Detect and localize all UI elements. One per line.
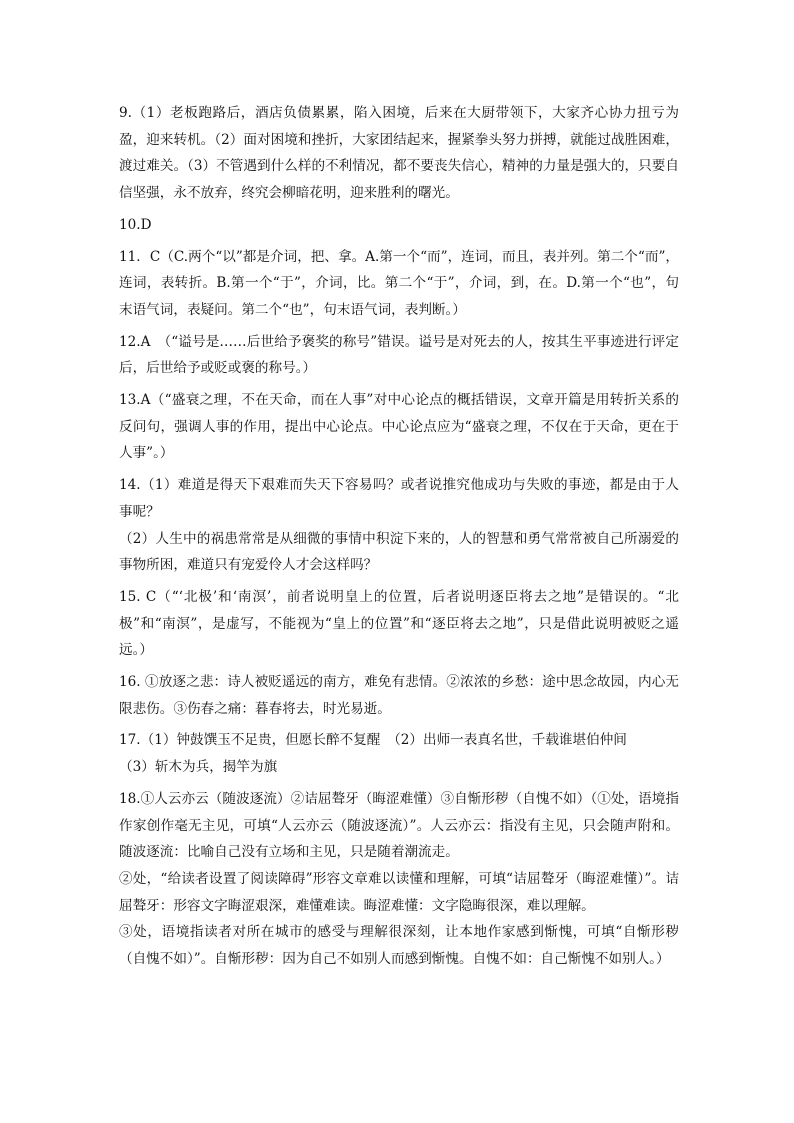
answer-18-part-3: ③处，语境指读者对所在城市的感受与理解很深刻，让本地作家感到惭愧，可填“自惭形秽（自愧不如）”。自惭形秽：因为自己不如别人而感到惭愧。自愧不如：自己惭愧不如别人。） xyxy=(119,924,679,968)
answer-16: 16. ①放逐之悲：诗人被贬遥远的南方，难免有悲情。②浓浓的乡愁：途中思念故园，内心无限悲伤。③伤春之痛：暮春将去，时光易逝。 xyxy=(119,674,679,717)
answer-11: 11．C（C.两个“以”都是介词，把、拿。A.第一个“而”，连词，而且，表并列。第二个“而”，连词，表转折。B.第一个“于”，介词，比。第二个“于”，介词，到，在。D.第一个“也”，句末语气词，表疑问。第二个“也”，句末语气词，表判断。） xyxy=(119,248,679,318)
answer-sheet xyxy=(119,100,679,973)
answer-17-part-1: 17.（1）钟鼓馔玉不足贵，但愿长醉不复醒 （2）出师一表真名世，千载谁堪伯仲间 xyxy=(119,732,627,749)
answer-18-part-2: ②处，“给读者设置了阅读障碍”形容文章难以读懂和理解，可填“诘屈聱牙（晦涩难懂）”。诘屈聱牙：形容文字晦涩艰深，难懂难读。晦涩难懂：文字隐晦很深，难以理解。 xyxy=(119,870,679,914)
answer-12: 12.A （“谥号是……后世给予褒奖的称号”错误。谥号是对死去的人，按其生平事迹进行评定后，后世给予或贬或褒的称号。） xyxy=(119,333,679,377)
answer-13: 13.A（“盛衰之理，不在天命，而在人事”对中心论点的概括错误，文章开篇是用转折关系的反问句，强调人事的作用，提出中心论点。中心论点应为“盛衰之理，不仅在于天命，更在于人事”。） xyxy=(119,392,679,462)
answer-14-part-1: 14.（1）难道是得天下艰难而失天下容易吗？或者说推究他成功与失败的事迹，都是由于人事呢？ xyxy=(119,477,679,520)
answer-18-part-1: 18.①人云亦云（随波逐流）②诘屈聱牙（晦涩难懂）③自惭形秽（自愧不如）（①处，语境指作家创作毫无主见，可填“人云亦云（随波逐流）”。人云亦云：指没有主见，只会随声附和。随波逐流：比喻自己没有立场和主见，只是随着潮流走。 xyxy=(119,790,679,861)
answer-10: 10.D xyxy=(119,216,152,233)
answer-14-part-2: （2）人生中的祸患常常是从细微的事情中积淀下来的，人的智慧和勇气常常被自己所溺爱的事物所困，难道只有宠爱伶人才会这样吗？ xyxy=(119,530,679,574)
answer-9: 9.（1）老板跑路后，酒店负债累累，陷入困境，后来在大厨带领下，大家齐心协力扭亏为盈，迎来转机。（2）面对困境和挫折，大家团结起来，握紧拳头努力拼搏，就能过战胜困难，渡过难关。（3）不管遇到什么样的不利情况，都不要丧失信心，精神的力量是强大的，只要自信坚强，永不放弃，终究会柳暗花明，迎来胜利的曙光。 xyxy=(119,105,679,202)
answer-15: 15. C（“‘北极’和‘南溟’，前者说明皇上的位置，后者说明逐臣将去之地”是错误的。“北极”和“南溟”，是虚写，不能视为“皇上的位置”和“逐臣将去之地”，只是借此说明被贬之遥远。） xyxy=(119,588,679,659)
answer-17-part-2: （3）斩木为兵，揭竿为旗 xyxy=(119,759,278,776)
